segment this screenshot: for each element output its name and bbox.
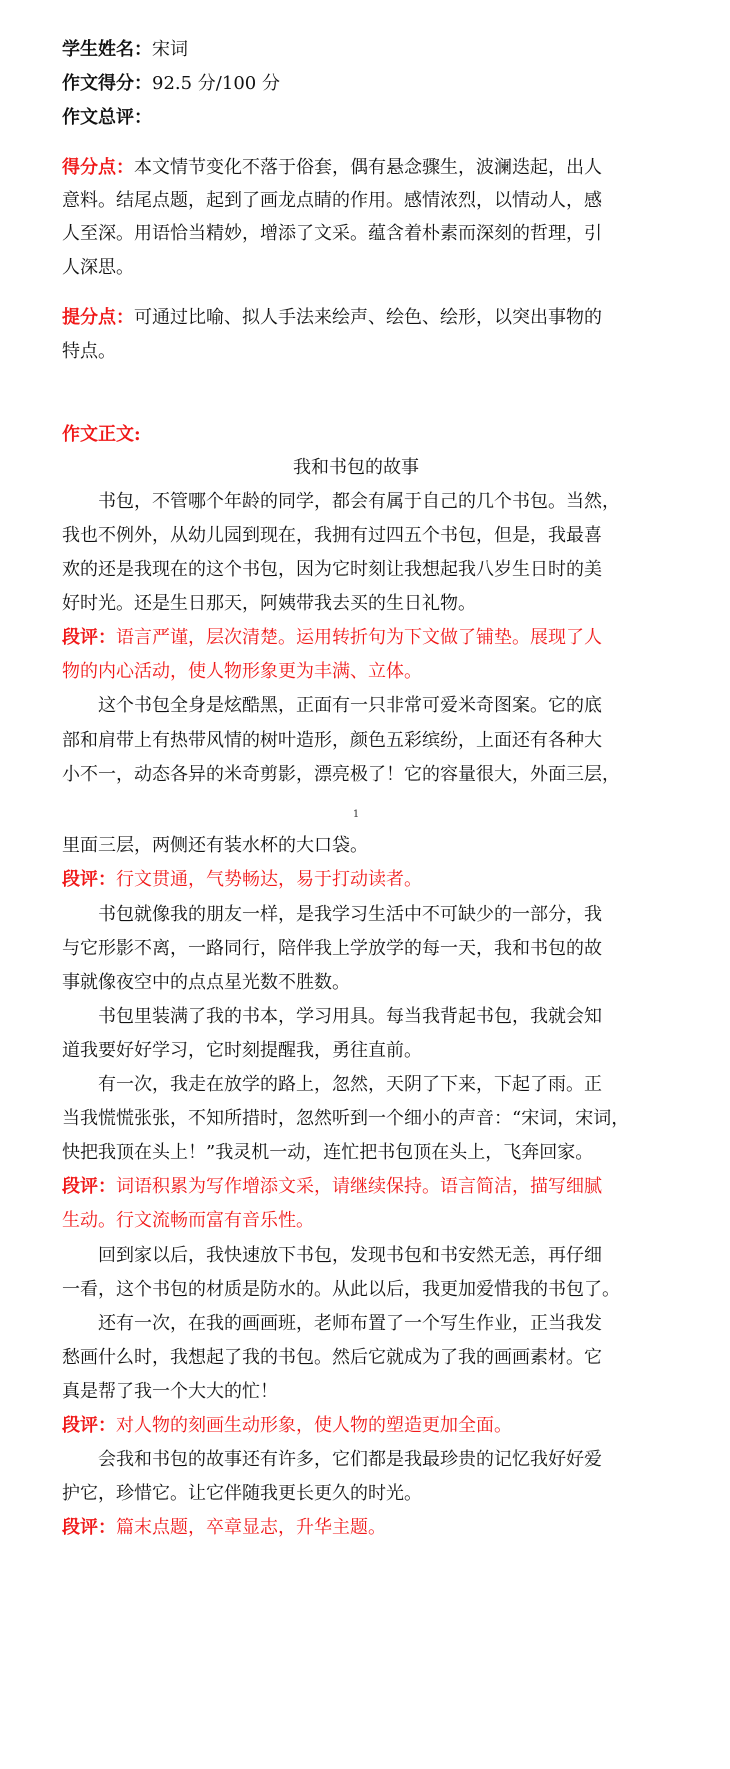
essay-line: 快把我顶在头上！”我灵机一动，连忙把书包顶在头上，飞奔回家。 [62,1142,594,1163]
essay-line: 愁画什么时，我想起了我的书包。然后它就成为了我的画画素材。它 [62,1347,602,1368]
essay-line: 事就像夜空中的点点星光数不胜数。 [62,972,350,993]
strengths-line-3: 人至深。用语恰当精妙，增添了文采。蕴含着朴素而深刻的哲理，引 [62,223,602,244]
score-line [62,72,650,96]
improve-line-2: 特点。 [62,341,116,362]
essay-paragraph: 有一次，我走在放学的路上，忽然，天阴了下来，下起了雨。正 [98,1074,602,1095]
essay-line: 小不一，动态各异的米奇剪影，漂亮极了！它的容量很大，外面三层， [62,764,620,785]
comment-label: 段评： [62,1517,116,1538]
essay-paragraph: 还有一次，在我的画画班，老师布置了一个写生作业，正当我发 [98,1313,602,1334]
essay-paragraph: 书包就像我的朋友一样，是我学习生活中不可缺少的一部分，我 [98,904,602,925]
paragraph-comment [62,1175,650,1199]
comment-text: 行文贯通，气势畅达，易于打动读者。 [116,869,422,890]
essay-line: 当我慌慌张张，不知所措时，忽然听到一个细小的声音：“宋词，宋词， [62,1108,630,1129]
essay-paragraph: 书包里装满了我的书本，学习用具。每当我背起书包，我就会知 [98,1006,602,1027]
essay-section-label: 作文正文: [62,424,141,445]
strengths-text: 本文情节变化不落于俗套，偶有悬念骤生，波澜迭起，出人 [134,157,602,178]
strengths-line-1 [62,156,650,180]
essay-paragraph: 书包，不管哪个年龄的同学，都会有属于自己的几个书包。当然， [98,491,620,512]
strengths-label: 得分点： [62,157,134,178]
essay-line: 欢的还是我现在的这个书包，因为它时刻让我想起我八岁生日时的美 [62,559,602,580]
paragraph-comment [62,1516,650,1540]
comment-text: 篇末点题，卒章显志，升华主题。 [116,1517,386,1538]
review-label: 作文总评： [62,107,152,128]
essay-line: 护它，珍惜它。让它伴随我更长更久的时光。 [62,1483,422,1504]
comment-text: 语言严谨，层次清楚。运用转折句为下文做了铺垫。展现了人 [116,627,602,648]
score-value: 92.5 分/100 分 [152,73,280,94]
score-label: 作文得分： [62,73,152,94]
essay-line: 里面三层，两侧还有装水杯的大口袋。 [62,835,368,856]
strengths-line-4: 人深思。 [62,257,134,278]
paragraph-comment [62,868,650,892]
comment-line: 物的内心活动，使人物形象更为丰满、立体。 [62,661,422,682]
essay-paragraph: 回到家以后，我快速放下书包，发现书包和书安然无恙，再仔细 [98,1245,602,1266]
review-line [62,106,650,130]
improve-text: 可通过比喻、拟人手法来绘声、绘色、绘形，以突出事物的 [134,307,602,328]
paragraph-comment [62,1414,650,1438]
essay-line: 一看，这个书包的材质是防水的。从此以后，我更加爱惜我的书包了。 [62,1279,620,1300]
essay-paragraph: 这个书包全身是炫酷黑，正面有一只非常可爱米奇图案。它的底 [98,695,602,716]
comment-label: 段评： [62,627,116,648]
essay-line: 道我要好好学习，它时刻提醒我，勇往直前。 [62,1040,422,1061]
comment-label: 段评： [62,1176,116,1197]
comment-label: 段评： [62,869,116,890]
essay-line: 部和肩带上有热带风情的树叶造形，颜色五彩缤纷，上面还有各种大 [62,730,602,751]
student-name-label: 学生姓名： [62,39,152,60]
paragraph-comment [62,626,650,650]
essay-line: 我也不例外，从幼儿园到现在，我拥有过四五个书包，但是，我最喜 [62,525,602,546]
student-name-value: 宋词 [152,39,188,60]
student-name-line [62,38,650,62]
comment-label: 段评： [62,1415,116,1436]
improve-line-1 [62,306,650,330]
page-number: 1 [352,809,360,820]
comment-text: 词语积累为写作增添文采，请继续保持。语言简洁，描写细腻 [116,1176,602,1197]
improve-label: 提分点： [62,307,134,328]
essay-line: 真是帮了我一个大大的忙！ [62,1381,278,1402]
comment-text: 对人物的刻画生动形象，使人物的塑造更加全面。 [116,1415,512,1436]
essay-paragraph: 会我和书包的故事还有许多，它们都是我最珍贵的记忆我好好爱 [98,1449,602,1470]
comment-line: 生动。行文流畅而富有音乐性。 [62,1210,314,1231]
essay-line: 好时光。还是生日那天，阿姨带我去买的生日礼物。 [62,593,476,614]
essay-title: 我和书包的故事 [293,457,419,478]
strengths-line-2: 意料。结尾点题，起到了画龙点睛的作用。感情浓烈，以情动人，感 [62,190,602,211]
essay-line: 与它形影不离，一路同行，陪伴我上学放学的每一天，我和书包的故 [62,938,602,959]
